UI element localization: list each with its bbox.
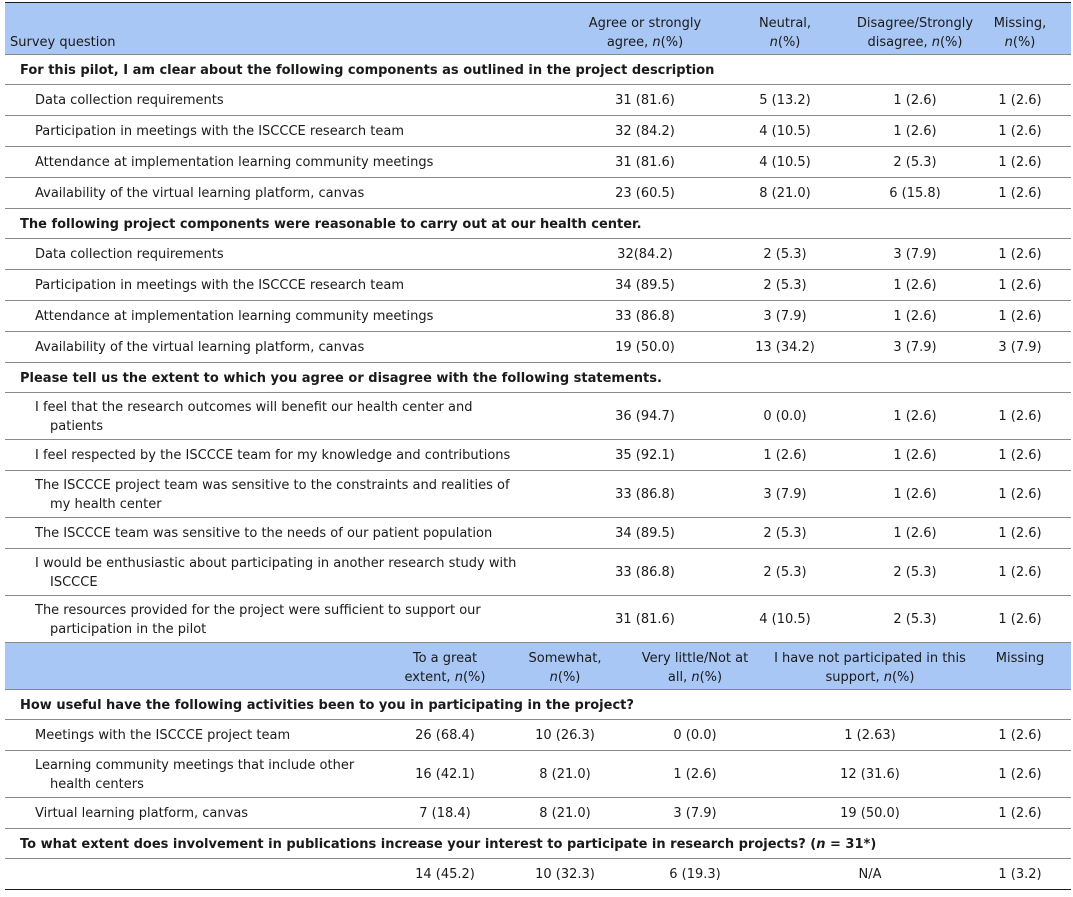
row-label: Learning community meetings that include other health centers <box>35 758 355 792</box>
cell-agree: 23 (60.5) <box>615 186 675 201</box>
cell-missing: 1 (2.6) <box>998 278 1042 293</box>
cell-very-little: 3 (7.9) <box>673 806 717 821</box>
cell-not-participated: N/A <box>858 867 882 882</box>
row-label: The ISCCCE project team was sensitive to the constraints and realities of my health center <box>35 478 510 512</box>
row-label: Data collection requirements <box>35 247 224 262</box>
column-header-neutral: Neutral, n(%) <box>758 16 812 50</box>
row-label: I feel respected by the ISCCCE team for my knowledge and contributions <box>35 448 511 463</box>
table-row <box>5 595 1071 642</box>
cell-missing: 1 (2.6) <box>998 487 1042 502</box>
table-row <box>5 858 1071 889</box>
section-heading: For this pilot, I am clear about the following components as outlined in the project description <box>20 63 715 78</box>
cell-missing: 1 (2.6) <box>998 409 1042 424</box>
cell-disagree: 1 (2.6) <box>893 309 937 324</box>
cell-neutral: 2 (5.3) <box>763 565 807 580</box>
cell-disagree: 3 (7.9) <box>893 247 937 262</box>
row-label: Attendance at implementation learning community meetings <box>35 309 434 324</box>
cell-disagree: 1 (2.6) <box>893 487 937 502</box>
cell-disagree: 1 (2.6) <box>893 448 937 463</box>
column-header-very-little: Very little/Not at all, n(%) <box>641 651 749 685</box>
section-heading-row <box>5 208 1071 238</box>
section-heading-row <box>5 828 1071 858</box>
column-header-not-participated: I have not participated in this support, n(%) <box>774 651 966 685</box>
cell-disagree: 1 (2.6) <box>893 526 937 541</box>
table-row <box>5 269 1071 300</box>
row-label: Availability of the virtual learning platform, canvas <box>35 340 365 355</box>
cell-agree: 19 (50.0) <box>615 340 675 355</box>
cell-disagree: 6 (15.8) <box>889 186 941 201</box>
cell-great-extent: 26 (68.4) <box>415 728 475 743</box>
table2-header <box>5 642 1071 689</box>
cell-disagree: 3 (7.9) <box>893 340 937 355</box>
cell-great-extent: 16 (42.1) <box>415 767 475 782</box>
cell-disagree: 1 (2.6) <box>893 409 937 424</box>
cell-neutral: 3 (7.9) <box>763 309 807 324</box>
column-header-somewhat: Somewhat, n(%) <box>528 651 602 685</box>
table-row <box>5 177 1071 208</box>
cell-disagree: 2 (5.3) <box>893 565 937 580</box>
table-row <box>5 392 1071 439</box>
section-heading: The following project components were reasonable to carry out at our health center. <box>20 217 642 232</box>
row-label: Virtual learning platform, canvas <box>35 806 249 821</box>
section-heading-row <box>5 362 1071 392</box>
cell-neutral: 4 (10.5) <box>759 612 811 627</box>
cell-neutral: 4 (10.5) <box>759 155 811 170</box>
cell-agree: 32(84.2) <box>617 247 673 262</box>
cell-neutral: 2 (5.3) <box>763 526 807 541</box>
section-heading: How useful have the following activities been to you in participating in the project? <box>20 698 634 713</box>
table-row <box>5 146 1071 177</box>
cell-very-little: 1 (2.6) <box>673 767 717 782</box>
cell-disagree: 2 (5.3) <box>893 155 937 170</box>
row-label: I would be enthusiastic about participating in another research study with ISCCCE <box>35 556 517 590</box>
cell-missing: 1 (2.6) <box>998 93 1042 108</box>
row-label: Data collection requirements <box>35 93 224 108</box>
column-header-missing: Missing, n(%) <box>993 16 1047 50</box>
cell-missing: 1 (2.6) <box>998 728 1042 743</box>
cell-missing: 1 (2.6) <box>998 767 1042 782</box>
column-header-survey-question: Survey question <box>10 35 116 50</box>
cell-neutral: 0 (0.0) <box>763 409 807 424</box>
cell-neutral: 2 (5.3) <box>763 278 807 293</box>
cell-very-little: 6 (19.3) <box>669 867 721 882</box>
row-label: Availability of the virtual learning platform, canvas <box>35 186 365 201</box>
cell-disagree: 2 (5.3) <box>893 612 937 627</box>
cell-neutral: 8 (21.0) <box>759 186 811 201</box>
table-row <box>5 548 1071 595</box>
row-label: Participation in meetings with the ISCCCE research team <box>35 278 404 293</box>
cell-not-participated: 12 (31.6) <box>840 767 900 782</box>
cell-great-extent: 7 (18.4) <box>419 806 471 821</box>
cell-neutral: 13 (34.2) <box>755 340 815 355</box>
table-row <box>5 797 1071 828</box>
cell-missing: 1 (2.6) <box>998 155 1042 170</box>
table-row <box>5 470 1071 517</box>
cell-missing: 3 (7.9) <box>998 340 1042 355</box>
row-label: I feel that the research outcomes will benefit our health center and patients <box>35 400 473 434</box>
cell-missing: 1 (2.6) <box>998 612 1042 627</box>
cell-agree: 33 (86.8) <box>615 565 675 580</box>
row-label: Participation in meetings with the ISCCCE research team <box>35 124 404 139</box>
cell-neutral: 2 (5.3) <box>763 247 807 262</box>
cell-disagree: 1 (2.6) <box>893 124 937 139</box>
cell-somewhat: 8 (21.0) <box>539 806 591 821</box>
cell-neutral: 1 (2.6) <box>763 448 807 463</box>
cell-missing: 1 (2.6) <box>998 309 1042 324</box>
row-label: The ISCCCE team was sensitive to the needs of our patient population <box>35 526 493 541</box>
cell-missing: 1 (3.2) <box>998 867 1042 882</box>
table-row <box>5 719 1071 750</box>
column-header-missing-2: Missing <box>995 651 1045 666</box>
cell-missing: 1 (2.6) <box>998 806 1042 821</box>
cell-somewhat: 10 (32.3) <box>535 867 595 882</box>
cell-agree: 32 (84.2) <box>615 124 675 139</box>
cell-disagree: 1 (2.6) <box>893 278 937 293</box>
table-row <box>5 115 1071 146</box>
table-row <box>5 750 1071 797</box>
column-header-agree: Agree or strongly agree, n(%) <box>588 16 702 50</box>
cell-missing: 1 (2.6) <box>998 124 1042 139</box>
cell-agree: 34 (89.5) <box>615 278 675 293</box>
cell-agree: 33 (86.8) <box>615 309 675 324</box>
row-label: Meetings with the ISCCCE project team <box>35 728 291 743</box>
cell-agree: 33 (86.8) <box>615 487 675 502</box>
cell-great-extent: 14 (45.2) <box>415 867 475 882</box>
table-row <box>5 517 1071 548</box>
cell-neutral: 4 (10.5) <box>759 124 811 139</box>
cell-missing: 1 (2.6) <box>998 448 1042 463</box>
section-heading-row <box>5 54 1071 84</box>
table1-header <box>5 2 1071 54</box>
cell-missing: 1 (2.6) <box>998 565 1042 580</box>
table-row <box>5 300 1071 331</box>
table-row <box>5 331 1071 362</box>
cell-very-little: 0 (0.0) <box>673 728 717 743</box>
cell-neutral: 5 (13.2) <box>759 93 811 108</box>
cell-not-participated: 1 (2.63) <box>844 728 896 743</box>
column-header-disagree: Disagree/Strongly disagree, n(%) <box>856 16 974 50</box>
table-row <box>5 84 1071 115</box>
section-heading-row <box>5 689 1071 719</box>
cell-missing: 1 (2.6) <box>998 186 1042 201</box>
cell-agree: 31 (81.6) <box>615 93 675 108</box>
section-heading: Please tell us the extent to which you agree or disagree with the following statements. <box>20 371 662 386</box>
cell-agree: 34 (89.5) <box>615 526 675 541</box>
column-header-great-extent: To a great extent, n(%) <box>404 651 486 685</box>
cell-disagree: 1 (2.6) <box>893 93 937 108</box>
cell-somewhat: 10 (26.3) <box>535 728 595 743</box>
cell-neutral: 3 (7.9) <box>763 487 807 502</box>
table-bottom-rule <box>5 889 1071 890</box>
cell-agree: 31 (81.6) <box>615 155 675 170</box>
cell-agree: 31 (81.6) <box>615 612 675 627</box>
cell-missing: 1 (2.6) <box>998 526 1042 541</box>
cell-somewhat: 8 (21.0) <box>539 767 591 782</box>
table-row <box>5 439 1071 470</box>
cell-agree: 35 (92.1) <box>615 448 675 463</box>
row-label: Attendance at implementation learning community meetings <box>35 155 434 170</box>
section-heading: To what extent does involvement in publications increase your interest to participate in research projects? (n = 31*) <box>20 837 877 852</box>
cell-agree: 36 (94.7) <box>615 409 675 424</box>
row-label: The resources provided for the project were sufficient to support our participation in the pilot <box>35 603 481 637</box>
cell-missing: 1 (2.6) <box>998 247 1042 262</box>
table-row <box>5 238 1071 269</box>
cell-not-participated: 19 (50.0) <box>840 806 900 821</box>
